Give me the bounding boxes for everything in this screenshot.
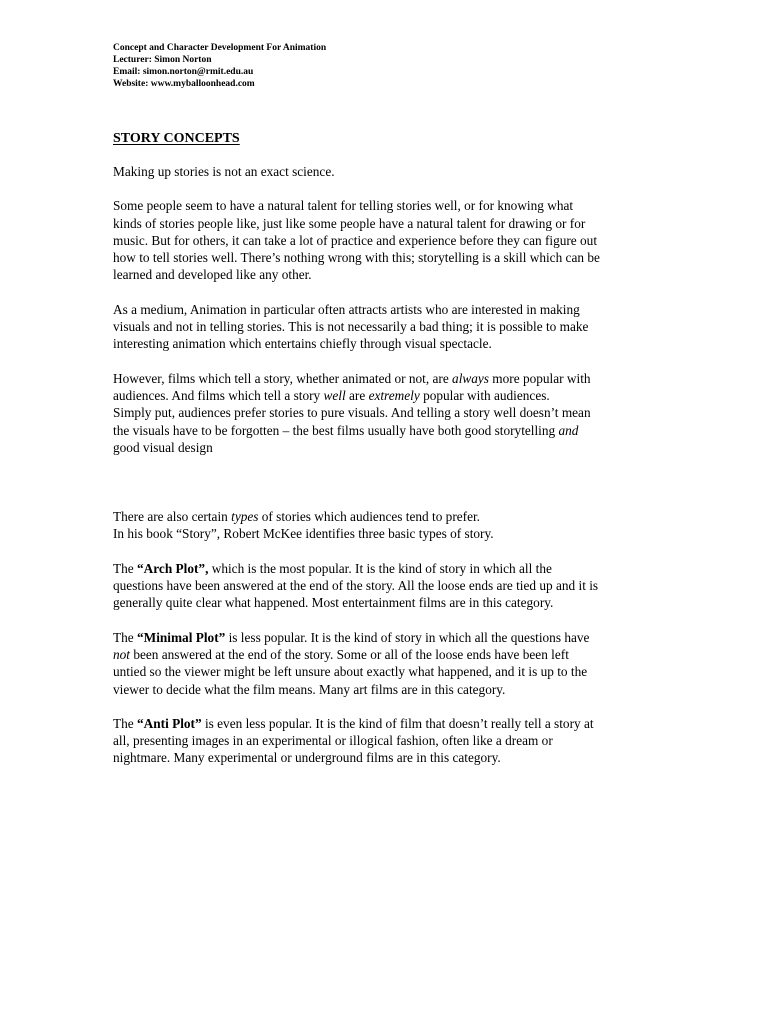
- types-paragraph: [113, 508, 658, 543]
- text-line: visuals and not in telling stories. This is not necessarily a bad thing; it is possible to make: [113, 319, 589, 335]
- emphasis-always: always: [452, 370, 489, 386]
- text-segment: been answered at the end of the story. Some or all of the loose ends have been left: [130, 646, 569, 662]
- emphasis-extremely: extremely: [368, 387, 420, 403]
- text-line: kinds of stories people like, just like some people have a natural talent for drawing or for: [113, 215, 586, 231]
- text-segment: There are also certain: [113, 509, 232, 525]
- emphasis-not: not: [113, 646, 130, 662]
- text-line: questions have been answered at the end of the story. All the loose ends are tied up and it is: [113, 578, 599, 594]
- text-segment: However, films which tell a story, whether animated or not, are: [113, 370, 453, 386]
- text-line: generally quite clear what happened. Most entertainment films are in this category.: [113, 595, 554, 611]
- text-line: Some people seem to have a natural talent for telling stories well, or for knowing what: [113, 198, 574, 214]
- lecturer-line: Lecturer: Simon Norton: [113, 55, 212, 65]
- intro-paragraph-2: [113, 197, 658, 283]
- text-line: interesting animation which entertains chiefly through visual spectacle.: [113, 336, 492, 352]
- text-line: music. But for others, it can take a lot of practice and experience before they can figure out: [113, 232, 598, 248]
- text-segment: The: [113, 629, 137, 645]
- emphasis-well: well: [323, 387, 346, 403]
- text-line: Simply put, audiences prefer stories to pure visuals. And telling a story well doesn’t mean: [113, 405, 591, 421]
- arch-plot-term: “Arch Plot”,: [137, 560, 209, 576]
- text-line: learned and developed like any other.: [113, 267, 312, 283]
- document-page: [113, 42, 658, 767]
- document-header: [113, 42, 658, 90]
- text-segment: more popular with: [488, 370, 591, 386]
- text-segment: The: [113, 715, 137, 731]
- text-segment: The: [113, 560, 137, 576]
- text-line: viewer to decide what the film means. Many art films are in this category.: [113, 681, 506, 697]
- text-segment: is even less popular. It is the kind of film that doesn’t really tell a story at: [201, 715, 594, 731]
- text-line: good visual design: [113, 439, 213, 455]
- intro-line: Making up stories is not an exact science.: [113, 164, 335, 179]
- minimal-plot-paragraph: [113, 629, 658, 698]
- anti-plot-term: “Anti Plot”: [137, 715, 202, 731]
- text-line: all, presenting images in an experimental or illogical fashion, often like a dream or: [113, 733, 553, 749]
- text-line: how to tell stories well. There’s nothing wrong with this; storytelling is a skill which can be: [113, 250, 600, 266]
- intro-paragraph-1: [113, 163, 658, 180]
- email-line: Email: simon.norton@rmit.edu.au: [113, 67, 254, 77]
- text-segment: is less popular. It is the kind of story in which all the questions have: [225, 629, 590, 645]
- minimal-plot-term: “Minimal Plot”: [137, 629, 226, 645]
- text-segment: the visuals have to be forgotten – the best films usually have both good storytelling: [113, 422, 559, 438]
- arch-plot-paragraph: [113, 560, 658, 612]
- website-line: Website: www.myballoonhead.com: [113, 79, 255, 89]
- emphasis-and: and: [558, 422, 579, 438]
- text-segment: which is the most popular. It is the kind of story in which all the: [208, 560, 552, 576]
- text-segment: popular with audiences.: [419, 387, 550, 403]
- text-line: As a medium, Animation in particular often attracts artists who are interested in making: [113, 301, 580, 317]
- text-segment: of stories which audiences tend to prefer.: [258, 509, 480, 525]
- text-line: nightmare. Many experimental or underground films are in this category.: [113, 750, 501, 766]
- text-segment: are: [345, 387, 369, 403]
- text-line: untied so the viewer might be left unsure about exactly what happened, and it is up to the: [113, 664, 588, 680]
- intro-paragraph-3: [113, 301, 658, 353]
- text-line: In his book “Story”, Robert McKee identifies three basic types of story.: [113, 526, 494, 542]
- text-segment: audiences. And films which tell a story: [113, 387, 324, 403]
- section-title: STORY CONCEPTS: [113, 131, 240, 146]
- course-title: Concept and Character Development For Animation: [113, 43, 327, 53]
- anti-plot-paragraph: [113, 715, 658, 767]
- emphasis-types: types: [231, 509, 259, 525]
- films-paragraph: [113, 370, 658, 456]
